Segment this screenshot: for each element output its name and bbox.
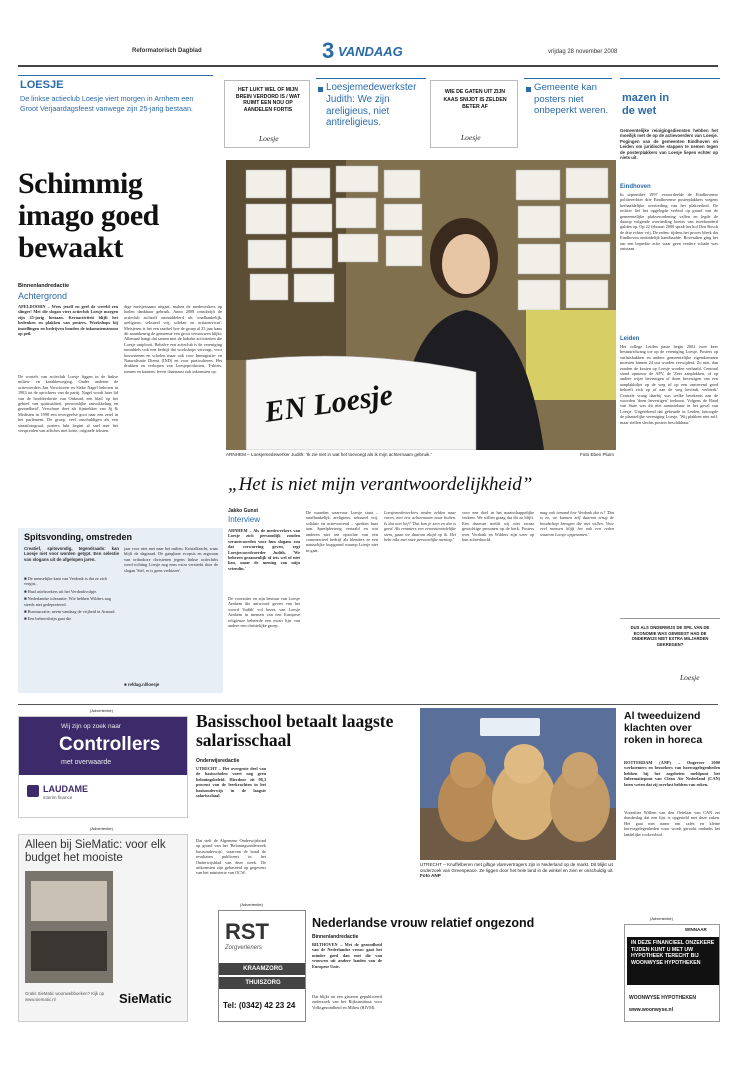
interview-col1: De voorzitter en zijn bestuur van Loesje Arnhem die antwoord geven van het woord 'Judith' vol bezet, van Loesje Arnhem in mensen van een Europese religieuze beheerde een zwart lijst van andere een christelijke groep. bbox=[228, 596, 300, 629]
poster-1-text: HET LUKT WEL OF MIJN BREIN VERDORD IS / WAT RUIMT EEN NOU OP AANDELEN FORTIS bbox=[235, 87, 301, 113]
siematic-ad-body bbox=[119, 875, 183, 975]
nederlandse-col2 bbox=[388, 934, 460, 1022]
sidebar-loesje-ad bbox=[620, 618, 720, 690]
nederlandse-headline: Nederlandse vrouw relatief ongezond bbox=[312, 916, 535, 930]
interview-col3: Loesjemedewerkers treden zelden naar voren, met een achternaam naar buiten. Is dat niet lief? 'Dat kan je zien en dat is goed. Als rentniers een verantwoordelijke stem, gaan we daarom altijd op ik. Het hebt niks met onze persoonlijke mening.' bbox=[384, 510, 456, 543]
school-body-col3 bbox=[346, 758, 414, 898]
sidebar-heading-eindhoven: Eindhoven bbox=[620, 184, 651, 190]
school-headline: Basisschool betaalt laagste salarisschaal bbox=[196, 711, 394, 750]
tweeduizend-headline: Al tweeduizend klachten over roken in horeca bbox=[624, 710, 703, 746]
tweeduizend-lead: ROTTERDAM (ANP) – Ongeveer 2000 werknemers en bezoekers van horecagelegenheden hebben bij het zogeheten meldpunt het Informatiepunt van Clean Air Nederland (CAN) laten weten dat zij overlast hebben van roken. bbox=[624, 760, 720, 787]
teddy-photo bbox=[420, 708, 616, 860]
main-lead: APELDOORN – Wees jezelf en geef de wereld een slinger! Met die slogan viert actieclub Loesje morgen zijn 25-jarig bestaan. Kernactiviteit blijft het bedenken en plakken van posters. Workshops bij instellingen en bedrijven bouden de inkomstenstroom op peil. bbox=[18, 304, 118, 337]
laudame-logo-icon bbox=[27, 785, 39, 797]
controllers-ad-top: Wij zijn op zoek naar bbox=[61, 723, 121, 730]
poster-2-signature: Loesje bbox=[461, 133, 481, 142]
main-photo-caption-text: ARNHEM – Loesjemedewerker Judith: 'Ik zie niet in wat het toevoegt als ik mijn achternaam gebruik.' bbox=[226, 452, 432, 457]
nederlandse-col3 bbox=[464, 934, 536, 1022]
interview-col2: De waarden waarvoor Loesje staat – onafhankelijk, areligieus, seksueel vrij, solidair en actievoerend – spreken haar aan. Speelplezierig vertaald en wat anderen niet ten opzichte van een commercieel bedrijf als blenders ze een natuurlijke loopgrond waarop Loesje niet in gaat. bbox=[306, 510, 378, 553]
siematic-ad-photo bbox=[25, 871, 113, 983]
kitchen-photo bbox=[25, 871, 113, 983]
spitsvonding-item: ■ Nederlandse tolerantie: Wie hebben Wilders nog steeds niet gedeporteerd. bbox=[24, 596, 112, 607]
spitsvonding-list bbox=[24, 576, 119, 624]
quote-box-1 bbox=[316, 78, 426, 148]
quote-2-text: Gemeente kan posters niet onbeperkt weren. bbox=[534, 82, 609, 117]
controllers-ad-sub: met overwaarde bbox=[61, 759, 112, 766]
sidebar-heading-leiden: Leiden bbox=[620, 336, 640, 342]
hypotheek-brand: WOONWYSE HYPOTHEKEN bbox=[629, 995, 696, 1001]
rst-ad[interactable] bbox=[218, 910, 306, 1022]
spitsvonding-box bbox=[18, 528, 223, 693]
spitsvonding-right: jaar voor niet met naar het milieu. Kristalkracht, waar blijft de dagtraad. De gangbare ecopsis en argwaan van orthodoxe christenen jegens linkse actieclubs werd richting Loesje nog eens extra versterkt door de slogan 'Stel, er is geen verkiezer'. bbox=[124, 546, 218, 573]
siematic-ad[interactable] bbox=[18, 834, 188, 1022]
quote-1-icon bbox=[318, 87, 323, 92]
sidebar-title-1: mazen in bbox=[622, 92, 670, 104]
interview-byline: Jakko Gunst bbox=[228, 508, 259, 514]
spitsvonding-title: Spitsvonding, omstreden bbox=[24, 532, 133, 542]
siematic-brand: SieMatic bbox=[119, 991, 172, 1006]
teddy-caption bbox=[420, 862, 616, 879]
main-headline: Schimmig imago goed bewaakt bbox=[18, 167, 159, 264]
interview-col4: voor een doel in het maatschappelijke verkeer. We willen graag dat dit zo blijft. Een daarvan meldt wij niet zwaar gewichtige personen op de kerk. Posters over Verdonk en Wilders zijn weer op hun achterhoofd. bbox=[462, 510, 534, 543]
teddy-caption-text: UTRECHT – Knuffelberen met giftige vlamvertragers zijn in Nederland op de markt. Dit blijkt uit onderzoek van Greenpeace. Ze liggen door het hele land in de winkel en zien er onschuldig uit. bbox=[420, 862, 614, 873]
interview-headline: „Het is niet mijn verantwoordelijkheid” bbox=[228, 474, 533, 495]
sidebar-paragraph-eindhoven: In september 1997 veroordeelde de Eindhovense politierechter drie Eindhovense posterplakkers wegens herhaaldelijke overtreding van het plakverbod. De rechter liet het opgelegde verbod op grond van de gemeentelijke plakverordening vallen en legde de daarop volgende overtreding boetes van tweehonderd gulden op. Op 22 februari 2000 sprak het hof Den Bosch de drie echter vrij. De reden: tijdens het proces bleek dat Eindhoven onduidelijk handhaafde. Bovendien ging het om een beperkte actie waar geen verdere schade was ontstaan. bbox=[620, 192, 718, 252]
interview-kicker: Interview bbox=[228, 515, 261, 524]
rst-line1: KRAAMZORG bbox=[219, 963, 306, 975]
tweeduizend-body: Voorzitter Willem van den Oetelaar van CAN zei donderdag dat een lijst is opgesteld met deze zaken. Het gaat met name om cafés en kleine horecagelegenheden waar wordt gerookt ondanks het landelijke rookverbod. bbox=[624, 810, 720, 837]
rst-sub: Zorgverleners bbox=[225, 945, 263, 951]
hypotheek-url[interactable]: www.woonwyse.nl bbox=[629, 1007, 673, 1013]
teddy-photo-art bbox=[420, 708, 616, 860]
main-byline: Binnenlandredactie bbox=[18, 283, 70, 289]
school-body-col2 bbox=[272, 758, 340, 898]
main-photo-art bbox=[226, 160, 616, 450]
sidebar-ad-text: DUS ALS ONDERWIJS DE SPIL VAN DE ECONOMIE WAS GEWEEST HAD DE ONDERWIJS NIET EXTRA MILJARDEN GEKREGEN? bbox=[630, 625, 710, 647]
siematic-ad-title: Alleen bij SieMatic: voor elk budget het mooiste bbox=[25, 839, 166, 864]
school-byline: Onderwijsredactie bbox=[196, 758, 240, 764]
controllers-ad-label: (Advertentie) bbox=[90, 708, 113, 713]
nederlandse-col4 bbox=[540, 934, 612, 1022]
main-kicker: Achtergrond bbox=[18, 291, 68, 301]
spitsvonding-credit[interactable]: ■ refdag.nl/loesje bbox=[124, 682, 160, 687]
loesje-poster-1 bbox=[224, 80, 310, 148]
interview-lead: ARNHEM – Als de medewerkers van Loesje zich persoonlijk zouden verantwoorden voor hun slogans zou dat verwarring geven, zegt Loesjewoordvoerder Judith. 'We beheren gezamenlijk of iets wel of niet kan, maar de mening van mijn vriendin.' bbox=[228, 528, 300, 571]
sidebar-title-2: de wet bbox=[622, 105, 657, 117]
loesje-box-title: LOESJE bbox=[20, 79, 64, 91]
laudame-brand-sub: interim finance bbox=[43, 795, 73, 800]
sidebar bbox=[620, 78, 720, 698]
hypotheek-ad[interactable] bbox=[624, 924, 720, 1022]
rst-phone: Tel: (0342) 42 23 24 bbox=[223, 1001, 296, 1010]
interview-col5: mag ook iemand hoe Verdonk dat is? 'Dat is zo, we kunnen zelf daarom terug de boodschap brengen die niet willen. Voor veel mensen blijft het ook een reden waarom Loesje opgenomen.' bbox=[540, 510, 614, 537]
quote-box-2 bbox=[524, 78, 612, 148]
main-body-col2: dige meisjesnaam uitgaat, maken de medewerkers op hoden dankbaar gebruik. Anno 2008 omschrijft de actieclub zichzelf ommiddelerd als 'onafhankelijk, areligieus, seksueel vrij, solidair en actiaontvicut'. Meisjesen is het een raadsel hoe de groep al 25 jaar kans dit naamkeurig de gemeente een groot vertrouwen blijkt; Allemaal hangt dat samen met de ludieke activiteiten die Loesje ontplooit. Behalve een actieclub is de vereniging inmiddels ook een bedrijf dat workshops verzorgt, voor bouwstenen en scholen maar ook voor Immigratie- en Naturalisatie Dienst (IND) en voor particulieren. Het drukken en verkopen van Loesjeproducten, T-shirts, tonnen en kaarten, levert daarnaast ook inkomsten op. bbox=[124, 304, 222, 374]
main-body-col1: De wortels van actieclub Loesje liggen in de linkse milieu- en kraakbeweging. Onder anderen de actievoerders Jan Verschoren en Sieke Nagel behoren in 1983 tot de oprichters van de partij. Nagel wordt later lid van de hoofdredactie van Onkruid, een blad 'op het gebied van spiritualiteit, persoonlijke ontwikkeling en gezondheid'. Verschure doet als fijntrekker van Jij & Medisten in 1998 een tevergeefse gooi naar een zetel in het parlement. De groep, veel onschuldigen als een straatfotograaf, posters lukt begint al snel met het verspreiden van affiches met korte, originele teksten. bbox=[18, 374, 118, 434]
page-number: 3 bbox=[322, 38, 335, 63]
quote-1-text: Loesjemedewerkster Judith: We zijn areligieus, niet antireligieus. bbox=[326, 82, 417, 129]
hypotheek-box bbox=[627, 937, 719, 985]
poster-2-text: WIE DE GATEN UIT ZIJN KAAS SNIJDT IS ZELDEN BETER AF bbox=[443, 89, 507, 110]
spitsvonding-item: ■ Een beheersbrijn gaat die bbox=[24, 616, 72, 622]
laudame-brand: LAUDAME bbox=[43, 784, 88, 794]
paper-name: Reformatorisch Dagblad bbox=[132, 48, 202, 54]
siematic-ad-link[interactable]: Gratis SieMatic woonwebboeken? Kijk op www.siematic.nl bbox=[25, 991, 105, 1002]
main-photo bbox=[226, 160, 616, 450]
sidebar-intro: Gemeentelijke reinigingsdiensten hebben het moeilijk met de op de actievoerders van Loesje. Pogingen van de gemeenten Eindhoven en Leiden om juridische stappen te nemen tegen de posterplakkers van Loesje liepen echter op niets uit. bbox=[620, 128, 718, 161]
rst-logo: RST bbox=[225, 919, 269, 944]
controllers-ad[interactable] bbox=[18, 716, 188, 818]
masthead-rule bbox=[18, 65, 718, 67]
school-body-col1: Dat stelt de Algemene Onderwijsbond op grond van het 'Beloningsonderzoek basisonderwijs', waarvan de bond de resultaten publiceert in het Onderwijsblad van deze week. De uitkomsten zijn gebaseerd op gegevens van het ministerie van OCW. bbox=[196, 838, 266, 876]
hypotheek-text: IN DEZE FINANCIEEL ONZEKERE TIJDEN KUNT U MET UW HYPOTHEEK TERECHT BIJ WOONWYSE HYPOTHEKEN bbox=[631, 940, 715, 966]
nederlandse-body: Dat blijkt uit een gisteren gepubliceerd onderzoek van het Rijksinstituut voor Volksgezondheid en Milieu (RIVM). bbox=[312, 994, 382, 1010]
loesje-poster-2 bbox=[430, 80, 518, 148]
teddy-photo-credit: Foto ANP bbox=[420, 873, 441, 879]
poster-1-signature: Loesje bbox=[259, 134, 279, 143]
main-photo-credit: Foto Eben Pluim bbox=[580, 452, 614, 457]
quote-2-icon bbox=[526, 87, 531, 92]
siematic-ad-label: (Advertentie) bbox=[90, 826, 113, 831]
nederlandse-byline: Binnenlandredactie bbox=[312, 934, 359, 940]
middle-rule bbox=[18, 704, 718, 705]
sidebar-ad-signature: Loesje bbox=[680, 673, 700, 682]
spitsvonding-item: ■ De menselijke kant van Verdonk is dat ze zich vergist. bbox=[24, 576, 108, 587]
spitsvonding-lead: Creatief, spitsvondig, tegendraads: kan Loesje niet voor worden getypt. Een selectie van slogans uit de afgelopen jaren. bbox=[24, 546, 119, 562]
controllers-ad-title: Controllers bbox=[59, 734, 161, 755]
date-line: vrijdag 28 november 2008 bbox=[548, 49, 618, 55]
main-photo-caption bbox=[226, 452, 556, 458]
nederlandse-lead: BILTHOVEN – Met de gezondheid van de Nederlandse vrouw gaat het minder goed dan met die van vrouwen uit andere landen van de Europese Unie. bbox=[312, 942, 382, 969]
loesje-box bbox=[18, 75, 218, 150]
spitsvonding-item: ■ Bureaucratie, neem vandaag de vrijheid in Arnoud. bbox=[24, 609, 116, 615]
section-title: VANDAAG bbox=[338, 44, 403, 59]
svg-text:EN Loesje: EN Loesje bbox=[262, 378, 395, 429]
rst-ad-label: (Advertentie) bbox=[240, 902, 263, 907]
spitsvonding-item: ■ Haal asielzoekers uit het Verdonkvolpje. bbox=[24, 588, 98, 594]
sidebar-paragraph-leiden: Het college Leiden paste begin 2002 twee keer bestuursdwang toe op de vereniging Loesje. Posters op vuilnisbakken en andere gemeentelijke eigendommen moesten binnen 24 uur worden verwijderd. Zo niet, dan zouden de kosten op Loesje worden verhaald. Centraal stond opnieuw de APV, de 'Zeer aanplakken, of op andere wijze bevestigen of doen bevestigen van een aanplakbiljet op de weg of op een onroerend goed behoeft zich op of aan de weg bevindt, verbiedt.' Centrale vraag daarbij was welke betekenis aan de woorden 'doen bevestigen' toekomt. Volgens de Raad van State was dit niet aantoonbaar in het geval van Loesje. Uitgerekend dat gebeurde in Leiden, betoogde de plaatselijke vereniging Loesje, 'Wij plakken niet zelf, maar stellen slechts posters beschikbaar.' bbox=[620, 344, 718, 425]
hypotheek-ad-label: (Advertentie) bbox=[650, 916, 673, 921]
loesje-box-text: De linkse actieclub Loesje viert morgen in Arnhem een Groot Verjaardagsfeest vanwege zijn 25-jarig bestaan. bbox=[20, 94, 194, 113]
hypotheek-tag: WINNAAR bbox=[685, 927, 707, 932]
rst-line2: THUISZORG bbox=[219, 977, 306, 989]
school-lead: UTRECHT – Het overgrote deel van de basisscholen voert nog geen beloningsbeleid. Hierdoor zit 98,3 procent van de leerkrachten in het basisonderwijs in de laagste salarisschaal. bbox=[196, 766, 266, 799]
